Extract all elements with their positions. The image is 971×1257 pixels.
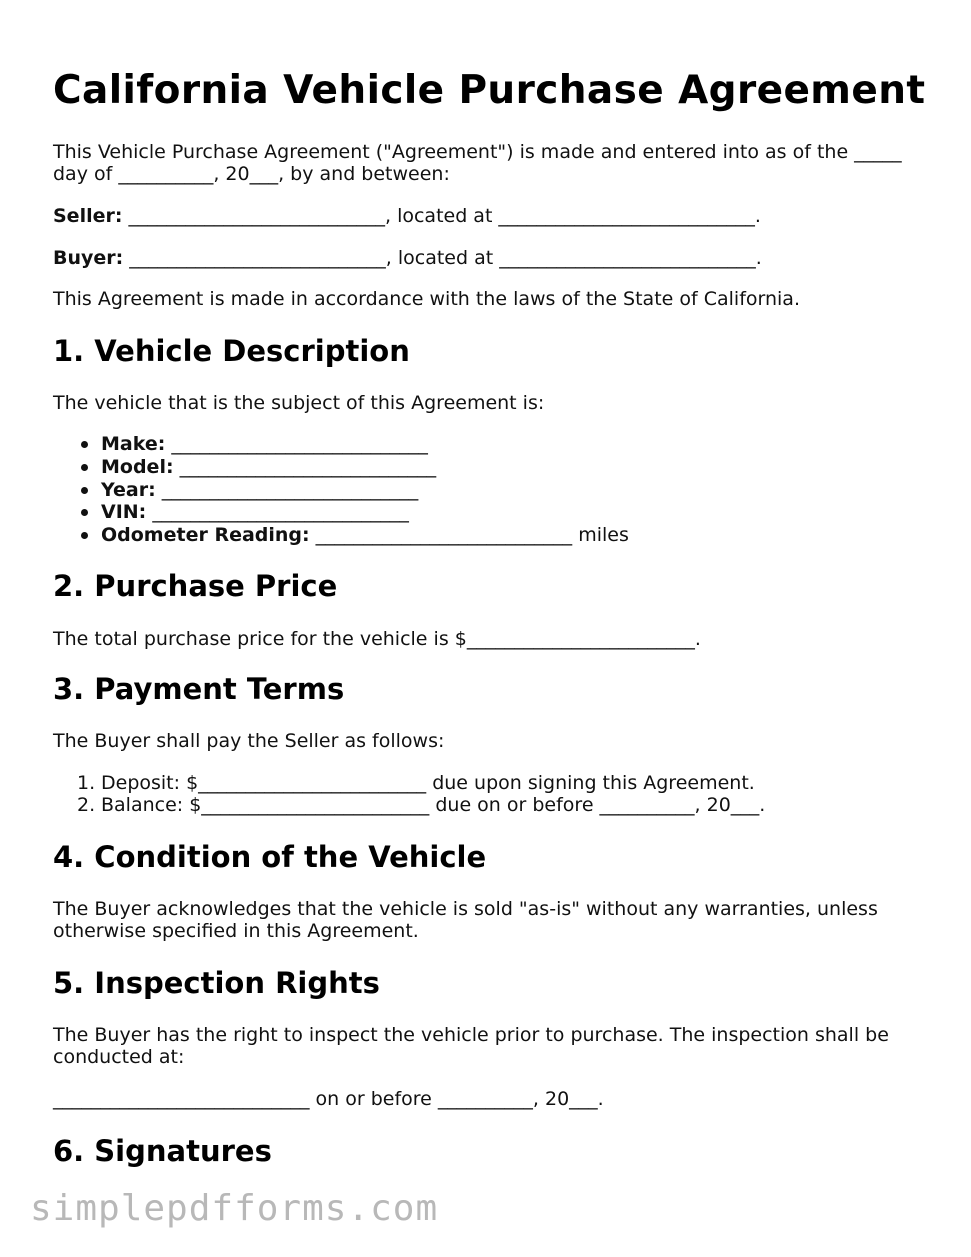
condition-line-1: The Buyer acknowledges that the vehicle is sold "as-is" without any warranties, unless bbox=[53, 898, 878, 920]
purchase-price-text: The total purchase price for the vehicle is $________________________. bbox=[53, 628, 701, 650]
bullet-icon bbox=[81, 509, 88, 516]
law-statement: This Agreement is made in accordance with the laws of the State of California. bbox=[53, 288, 800, 310]
list-item bbox=[101, 524, 629, 546]
field-label: Year: bbox=[101, 479, 156, 501]
bullet-icon bbox=[81, 487, 88, 494]
intro-line-2: day of __________, 20___, by and between: bbox=[53, 163, 450, 185]
section-heading-signatures: 6. Signatures bbox=[53, 1134, 272, 1168]
vehicle-intro: The vehicle that is the subject of this Agreement is: bbox=[53, 392, 545, 414]
field-blank: ___________________________ bbox=[165, 433, 428, 455]
list-item bbox=[101, 456, 436, 478]
list-item: Deposit: $________________________ due upon signing this Agreement. bbox=[101, 772, 755, 794]
list-item bbox=[101, 433, 428, 455]
document-title: California Vehicle Purchase Agreement bbox=[53, 68, 926, 113]
watermark: simplepdfforms.com bbox=[30, 1188, 439, 1229]
buyer-label: Buyer: bbox=[53, 247, 124, 269]
seller-line bbox=[53, 205, 761, 227]
field-label: Model: bbox=[101, 456, 174, 478]
condition-line-2: otherwise specified in this Agreement. bbox=[53, 920, 419, 942]
intro-line-1: This Vehicle Purchase Agreement ("Agreement") is made and entered into as of the _____ bbox=[53, 141, 902, 163]
inspection-location-line: ___________________________ on or before __________, 20___. bbox=[53, 1088, 604, 1110]
list-number: 2. bbox=[77, 794, 96, 816]
field-label: Odometer Reading: bbox=[101, 524, 310, 546]
inspection-line-1: The Buyer has the right to inspect the vehicle prior to purchase. The inspection shall be bbox=[53, 1024, 889, 1046]
list-item bbox=[101, 501, 409, 523]
seller-label: Seller: bbox=[53, 205, 123, 227]
field-label: Make: bbox=[101, 433, 166, 455]
seller-fields: ___________________________, located at ___________________________. bbox=[122, 205, 761, 227]
buyer-line bbox=[53, 247, 762, 269]
field-blank: ___________________________ bbox=[146, 501, 409, 523]
bullet-icon bbox=[81, 441, 88, 448]
field-blank: ___________________________ miles bbox=[309, 524, 629, 546]
section-heading-vehicle-description: 1. Vehicle Description bbox=[53, 334, 410, 368]
bullet-icon bbox=[81, 532, 88, 539]
payment-intro: The Buyer shall pay the Seller as follows: bbox=[53, 730, 445, 752]
buyer-fields: ___________________________, located at ___________________________. bbox=[123, 247, 762, 269]
section-heading-condition: 4. Condition of the Vehicle bbox=[53, 840, 487, 874]
inspection-line-2: conducted at: bbox=[53, 1046, 185, 1068]
list-item: Balance: $________________________ due on or before __________, 20___. bbox=[101, 794, 766, 816]
bullet-icon bbox=[81, 464, 88, 471]
section-heading-purchase-price: 2. Purchase Price bbox=[53, 569, 338, 603]
field-label: VIN: bbox=[101, 501, 147, 523]
section-heading-inspection: 5. Inspection Rights bbox=[53, 966, 380, 1000]
list-item bbox=[101, 479, 418, 501]
section-heading-payment-terms: 3. Payment Terms bbox=[53, 672, 345, 706]
field-blank: ___________________________ bbox=[173, 456, 437, 478]
list-number: 1. bbox=[77, 772, 96, 794]
field-blank: ___________________________ bbox=[155, 479, 419, 501]
